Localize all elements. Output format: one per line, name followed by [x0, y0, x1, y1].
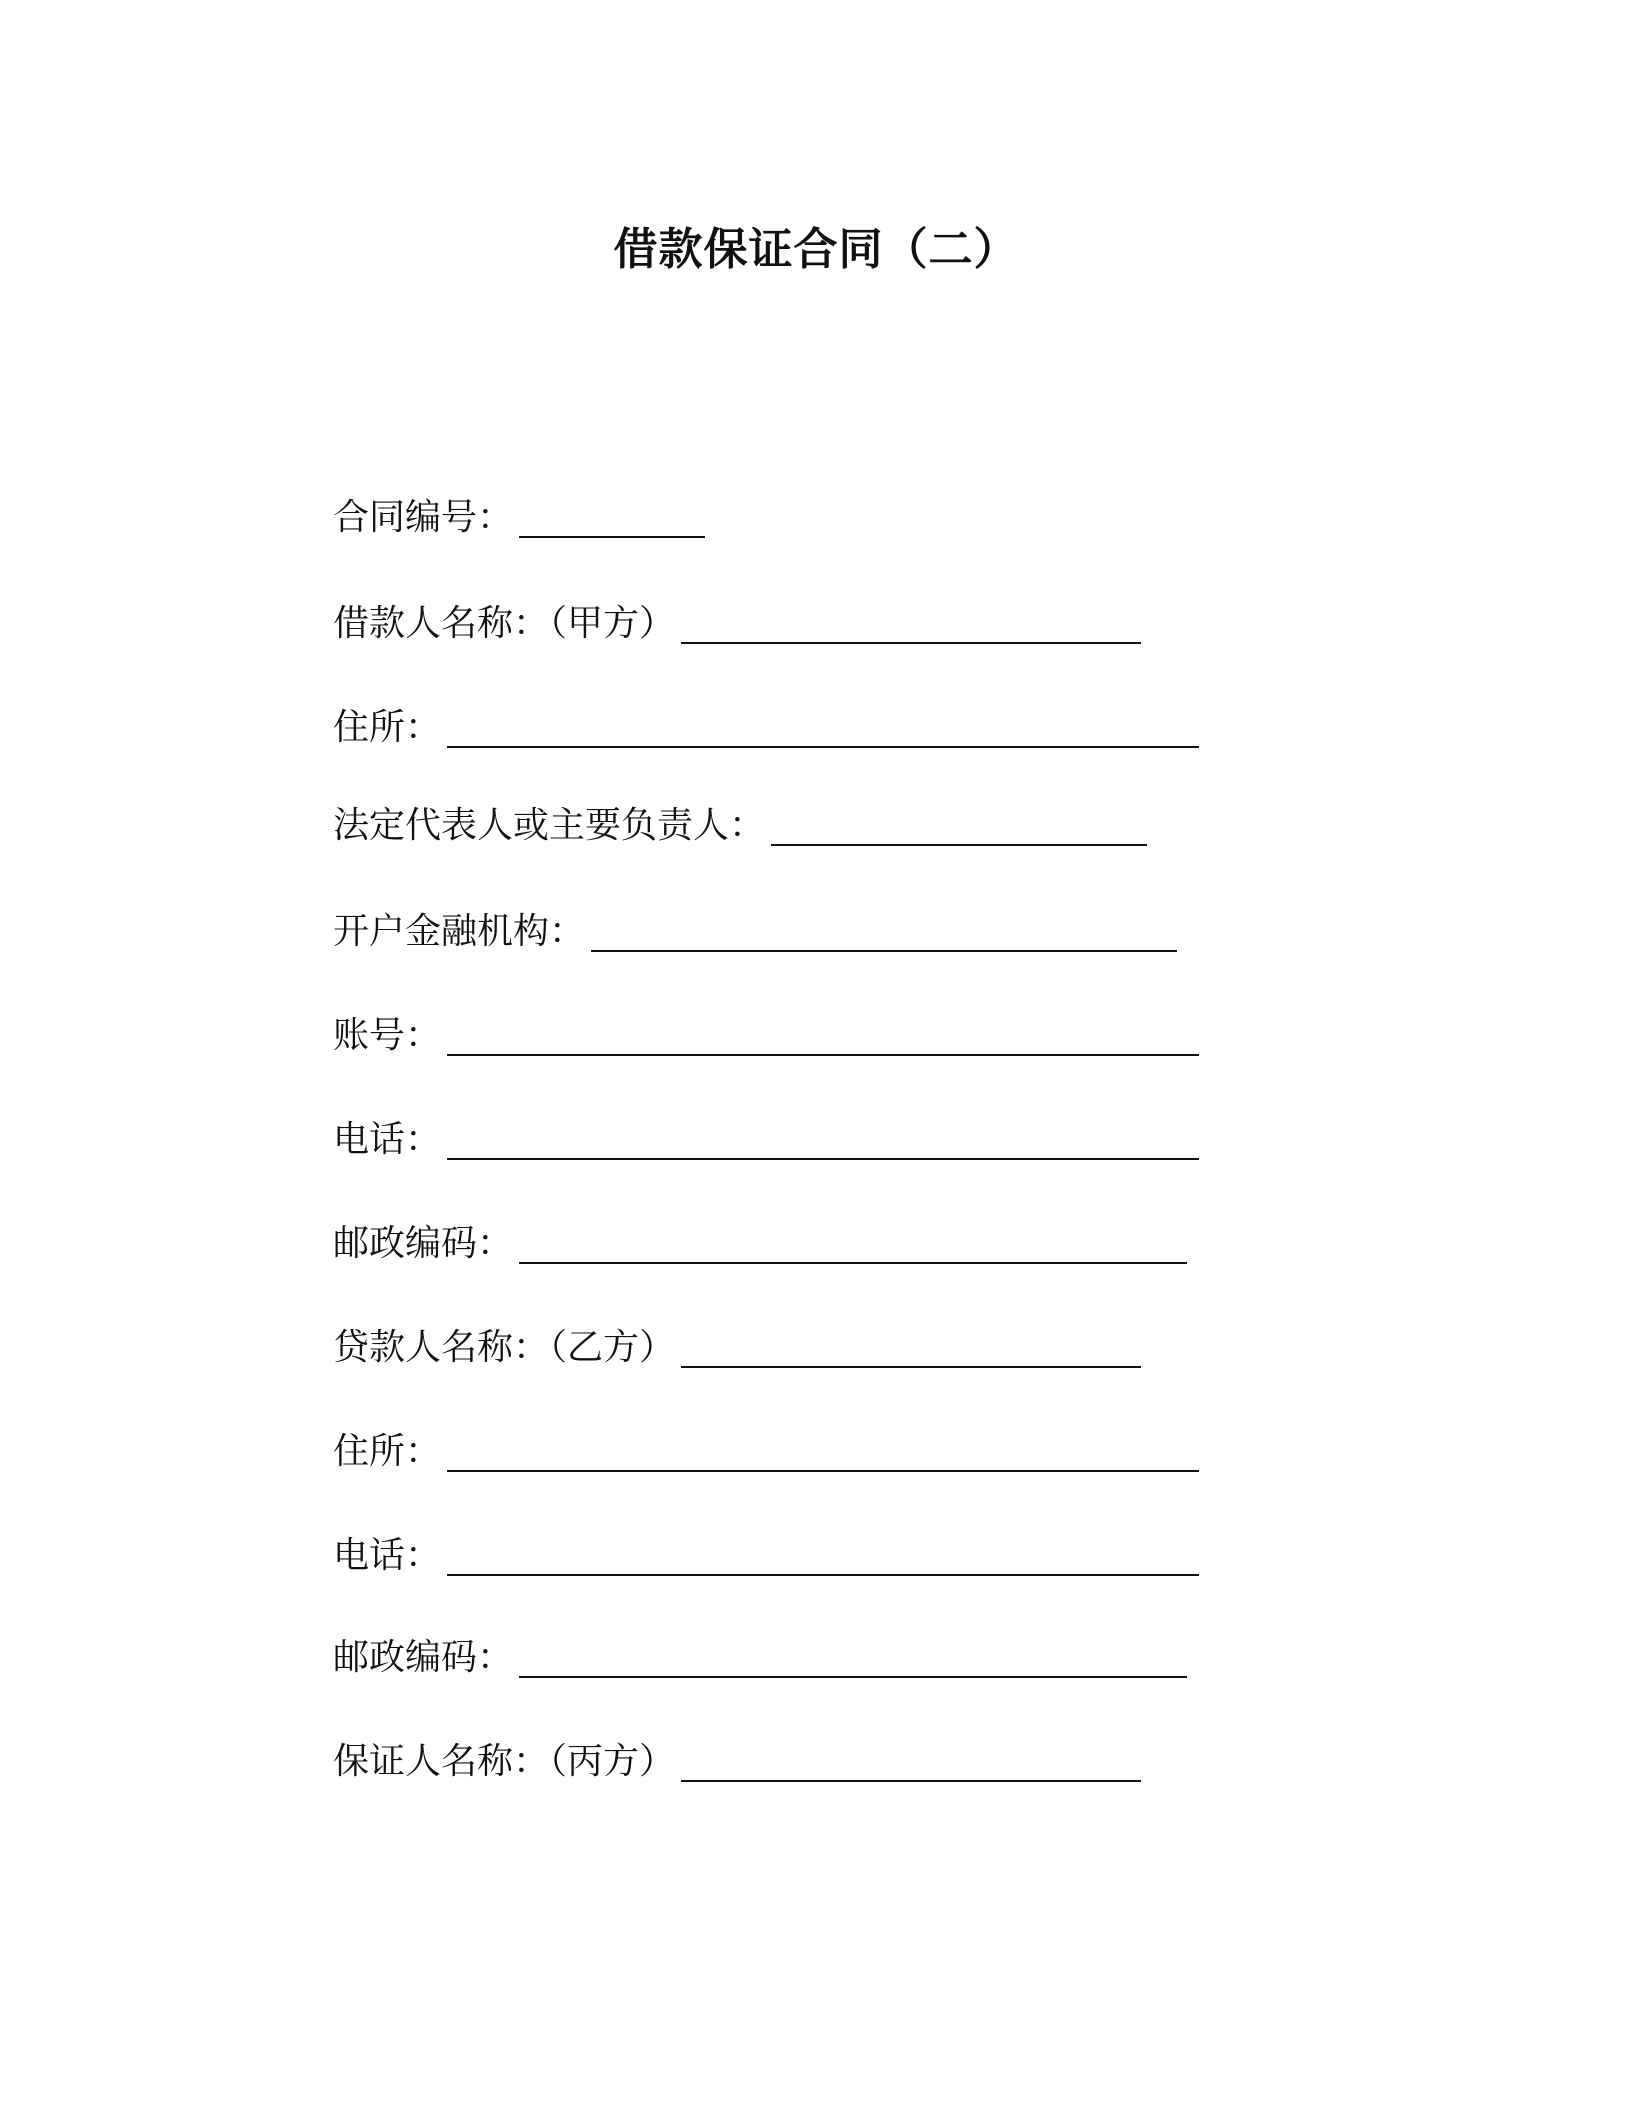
blank-line[interactable] — [519, 1260, 1187, 1264]
field-label: 住所： — [333, 1431, 442, 1472]
field-label: 开户金融机构： — [333, 911, 586, 952]
field-label: 邮政编码： — [333, 1223, 514, 1264]
field-contract-number — [333, 492, 705, 542]
field-borrower-name — [333, 598, 1141, 648]
blank-line[interactable] — [771, 842, 1147, 846]
field-label: 电话： — [333, 1119, 442, 1160]
blank-line[interactable] — [681, 1364, 1141, 1368]
field-label: 电话： — [333, 1535, 442, 1576]
field-label: 保证人名称：（丙方） — [333, 1741, 676, 1782]
field-lender-address — [333, 1426, 1199, 1476]
field-legal-representative — [333, 800, 1147, 850]
blank-line[interactable] — [519, 1674, 1187, 1678]
field-lender-postcode — [333, 1632, 1187, 1682]
field-lender-phone — [333, 1530, 1199, 1580]
field-label: 借款人名称：（甲方） — [333, 603, 676, 644]
field-label: 贷款人名称：（乙方） — [333, 1327, 676, 1368]
field-borrower-phone — [333, 1114, 1199, 1164]
field-label: 住所： — [333, 707, 442, 748]
page-title: 借款保证合同（二） — [613, 224, 1019, 275]
blank-line[interactable] — [681, 640, 1141, 644]
blank-line[interactable] — [447, 1468, 1199, 1472]
field-borrower-address — [333, 702, 1199, 752]
blank-line[interactable] — [591, 948, 1177, 952]
field-label: 邮政编码： — [333, 1637, 514, 1678]
field-guarantor-name — [333, 1736, 1141, 1786]
field-account-number — [333, 1010, 1199, 1060]
blank-line[interactable] — [447, 1156, 1199, 1160]
blank-line[interactable] — [447, 1052, 1199, 1056]
field-label: 账号： — [333, 1015, 442, 1056]
blank-line[interactable] — [447, 1572, 1199, 1576]
blank-line[interactable] — [447, 744, 1199, 748]
field-borrower-postcode — [333, 1218, 1187, 1268]
blank-line[interactable] — [681, 1778, 1141, 1782]
blank-line[interactable] — [519, 534, 705, 538]
field-bank — [333, 906, 1177, 956]
field-lender-name — [333, 1322, 1141, 1372]
field-label: 法定代表人或主要负责人： — [333, 805, 766, 846]
field-label: 合同编号： — [333, 497, 514, 538]
